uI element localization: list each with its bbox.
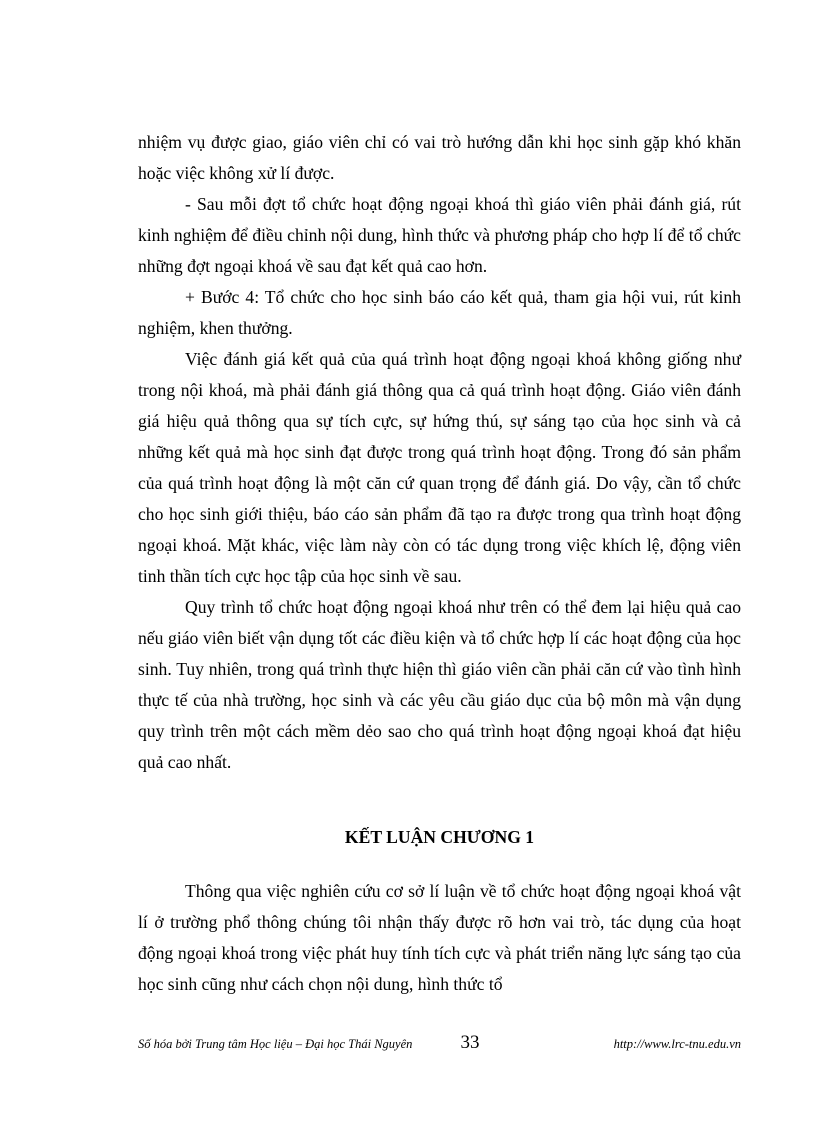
paragraph-procedure: Quy trình tổ chức hoạt động ngoại khoá như trên có thể đem lại hiệu quả cao nếu giáo viên biết vận dụng tốt các điều kiện và tổ chức hợp lí các hoạt động của học sinh. Tuy nhiên, trong quá trình thực hiện thì giáo viên cần phải căn cứ vào tình hình thực tế của nhà trường, học sinh và các yêu cầu giáo dục của bộ môn mà vận dụng quy trình trên một cách mềm dẻo sao cho quá trình hoạt động ngoại khoá đạt hiệu quả cao nhất. [138,597,741,772]
paragraph-step-4: + Bước 4: Tổ chức cho học sinh báo cáo kết quả, tham gia hội vui, rút kinh nghiệm, khen thưởng. [138,287,741,338]
body-text [138,127,741,778]
paragraph-assessment: Việc đánh giá kết quả của quá trình hoạt động ngoại khoá không giống như trong nội khoá, mà phải đánh giá thông qua cả quá trình hoạt động. Giáo viên đánh giá hiệu quả thông qua sự tích cực, sự hứng thú, sự sáng tạo của học sinh và cả những kết quả mà học sinh đạt được trong quá trình hoạt động. Trong đó sản phẩm của quá trình hoạt động là một căn cứ quan trọng để đánh giá. Do vậy, cần tổ chức cho học sinh giới thiệu, báo cáo sản phẩm đã tạo ra được trong qua trình hoạt động ngoại khoá. Mặt khác, việc làm này còn có tác dụng trong việc khích lệ, động viên tinh thần tích cực học tập của học sinh về sau. [138,349,741,586]
footer-source: Số hóa bởi Trung tâm Học liệu – Đại học Thái Nguyên [138,1037,413,1051]
paragraph-evaluation-note: - Sau mỗi đợt tổ chức hoạt động ngoại khoá thì giáo viên phải đánh giá, rút kinh nghiệm để điều chỉnh nội dung, hình thức và phương pháp cho hợp lí để tổ chức những đợt ngoại khoá về sau đạt kết quả cao hơn. [138,194,741,276]
chapter-conclusion-heading: KẾT LUẬN CHƯƠNG 1 [344,827,535,847]
conclusion-text [138,876,741,1000]
paragraph-conclusion: Thông qua việc nghiên cứu cơ sở lí luận về tổ chức hoạt động ngoại khoá vật lí ở trường phổ thông chúng tôi nhận thấy được rõ hơn vai trò, tác dụng của hoạt động ngoại khoá trong việc phát huy tính tích cực và phát triển năng lực sáng tạo của học sinh cũng như cách chọn nội dung, hình thức tổ [138,881,741,994]
paragraph-continuation: nhiệm vụ được giao, giáo viên chỉ có vai trò hướng dẫn khi học sinh gặp khó khăn hoặc việc không xử lí được. [138,132,741,183]
footer-url: http://www.lrc-tnu.edu.vn [613,1037,741,1051]
page-number: 33 [460,1032,480,1053]
